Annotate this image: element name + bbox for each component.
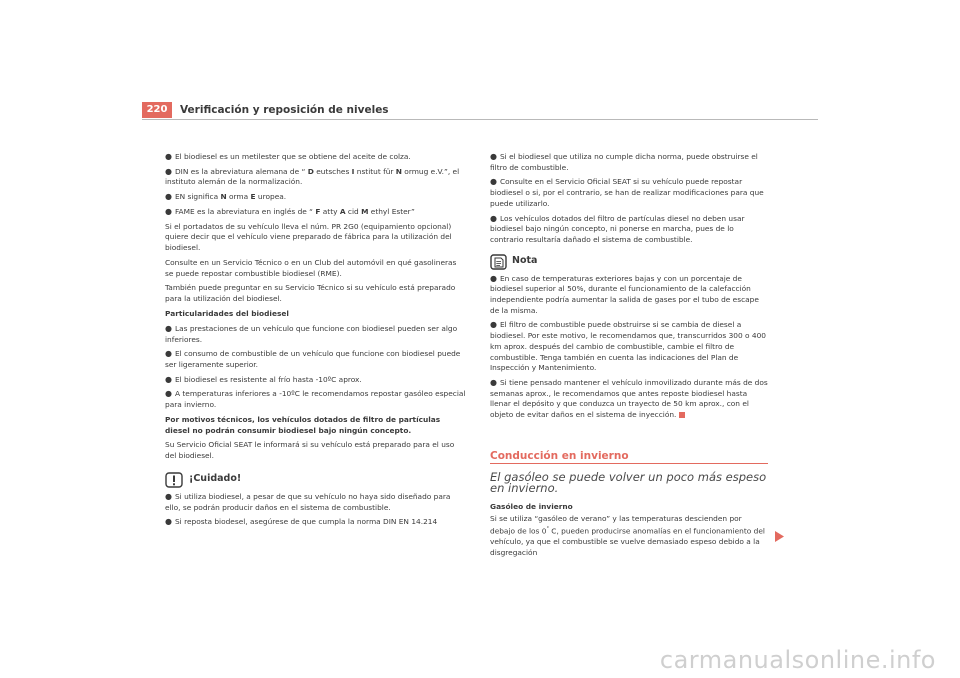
list-item [490,274,768,317]
list-item-text: M [361,206,369,216]
section-subtitle: El gasóleo se puede volver un poco más espeso en invierno. [490,470,767,496]
bullet-icon: ● [490,320,497,330]
list-item-text: atty [320,206,340,216]
list-item-text: I [351,166,355,176]
page-number: 220 [142,102,172,118]
bullet-icon: ● [165,491,172,501]
list-item-text: ormug e.V.”, el instituto alemán de la normalización. [165,166,460,187]
list-item-text: Si utiliza biodiesel, a pesar de que su vehículo no haya sido diseñado para ello, se podrán producir daños en el sistema de combustible. [165,491,451,512]
bullet-icon: ● [165,152,172,161]
list-item-text: En caso de temperaturas exteriores bajas y con un porcentaje de biodiesel superior al 50%, durante el funcionamiento de la calefacción independiente podría aumentar la salida de gases por el tubo de escape de la misma. [490,273,759,315]
bullet-icon: ● [165,389,172,399]
note-paper-icon [490,254,507,270]
list-item-text: cid [345,206,362,216]
list-item [165,389,467,410]
page-title: Verificación y reposición de niveles [180,104,389,116]
list-item-text: FAME es la abreviatura en inglés de “ [174,206,316,216]
list-item-text: N [220,192,227,202]
paragraph-text: C, pueden producirse anomalías en el funcionamiento del vehículo, ya que el combustible se vuelve demasiado espeso debido a la disgregación [490,526,765,558]
bullet-icon: ● [165,206,172,216]
degree-sign: ° [546,526,549,533]
list-item [165,349,467,370]
list-item [165,492,467,513]
subheading-biodiesel: Particularidades del biodiesel [165,309,289,318]
paragraph: Su Servicio Oficial SEAT le informará si su vehículo está preparado para el uso del biodiesel. [165,440,455,461]
list-item [490,152,768,173]
bullet-icon: ● [490,152,497,161]
list-item-text: El filtro de combustible puede obstruirse si se cambia de diesel a biodiesel. Por este motivo, le recomendamos que, transcurridos 300 o 400 km aprox. después del cambio de combustible, cambie el filtro de combustible. Tenga también en cuenta las indicaciones del Plan de Inspección y Mantenimiento. [490,320,767,373]
note-header [490,254,768,270]
list-item-text: Si reposta biodesel, asegúrese de que cumpla la norma DIN EN 14.214 [174,517,438,527]
list-item [165,207,467,218]
list-item-text: ethyl Ester” [368,206,415,216]
list-item [490,378,768,421]
section-title: Conducción en invierno [490,451,768,465]
list-item-text: El biodiesel es resistente al frío hasta -10ºC aprox. [174,374,362,384]
list-item-text: uropea. [255,192,287,202]
list-item [165,192,467,203]
bullet-icon: ● [490,377,497,387]
list-item-text: eutsches [313,166,352,176]
left-column [165,152,467,532]
list-item [165,517,467,528]
bullet-icon: ● [490,177,497,187]
list-item-text: A temperaturas inferiores a -10ºC le recomendamos repostar gasóleo especial para invierno. [165,389,466,410]
list-item-text: Si el biodiesel que utiliza no cumple dicha norma, puede obstruirse el filtro de combustible. [490,152,758,172]
bullet-icon: ● [490,273,497,283]
warning-header [165,472,467,488]
bold-paragraph: Por motivos técnicos, los vehículos dotados de filtro de partículas diesel no podrán consumir biodiesel bajo ningún concepto. [165,414,441,435]
list-item-text: F [315,206,321,216]
list-item-text: El biodiesel es un metilester que se obtiene del aceite de colza. [174,152,411,161]
list-item-text: DIN es la abreviatura alemana de “ [174,166,308,176]
exclamation-warning-icon [165,472,183,488]
intro-bullet-list [165,152,467,218]
paragraph: También puede preguntar en su Servicio Técnico si su vehículo está preparado para la utilización del biodiesel. [165,283,456,304]
bullet-icon: ● [165,349,172,359]
bullet-icon: ● [490,213,497,223]
watermark: carmanualsonline.info [659,646,936,674]
subheading-winter-diesel: Gasóleo de invierno [490,501,573,511]
right-column [490,152,768,563]
bullet-icon: ● [165,166,172,176]
paragraph-text: Si se utiliza “gasóleo de verano” y las temperaturas descienden por debajo de los 0 [490,513,742,536]
list-item-text: D [307,166,314,176]
list-item-text: El consumo de combustible de un vehículo que funcione con biodiesel puede ser ligeramente superior. [165,349,461,369]
section-end-icon [679,412,685,418]
list-item-text: nstitut für [354,166,396,176]
bullet-icon: ● [165,374,172,384]
bullet-icon: ● [165,517,172,527]
warning-title: ¡Cuidado! [189,473,242,485]
list-item-text: Los vehículos dotados del filtro de partículas diesel no deben usar biodiesel bajo ningún concepto, ni ponerse en marcha, pues de lo contrario resultaría dañado el sistema de combustible. [490,213,745,244]
list-item [490,320,768,374]
page-header [142,102,818,120]
continue-arrow-icon[interactable] [775,531,784,542]
note-title: Nota [512,255,538,267]
paragraph: Consulte en un Servicio Técnico o en un Club del automóvil en qué gasolineras se puede repostar combustible biodiesel (RME). [165,257,457,278]
list-item-text: Las prestaciones de un vehículo que funcione con biodiesel pueden ser algo inferiores. [165,323,458,344]
bullet-icon: ● [165,323,172,333]
list-item [165,324,467,345]
bullet-icon: ● [165,192,172,202]
header-rule [142,119,818,120]
paragraph [490,514,768,559]
list-item-text: Si tiene pensado mantener el vehículo inmovilizado durante más de dos semanas aprox., le recomendamos que antes reposte biodiesel hasta llenar el depósito y que conduzca un trayecto de 50 km aprox., con el objeto de evitar daños en el sistema de inyección. [490,377,768,420]
list-item [165,152,467,163]
list-item-text: orma [226,192,251,202]
list-item [165,167,467,188]
list-item-text: A [339,206,346,216]
list-item [490,214,768,246]
list-item-text: N [395,166,402,176]
list-item [165,375,467,386]
list-item-text: Consulte en el Servicio Oficial SEAT si su vehículo puede repostar biodiesel o si, por el contrario, se han de realizar modificaciones para que puede utilizarlo. [490,177,764,208]
paragraph: Si el portadatos de su vehículo lleva el núm. PR 2G0 (equipamiento opcional) quiere decir que el vehículo viene preparado de fábrica para la utilización del biodiesel. [165,221,452,252]
list-item-text: E [250,192,256,202]
list-item-text: EN significa [174,192,221,202]
list-item [490,177,768,209]
